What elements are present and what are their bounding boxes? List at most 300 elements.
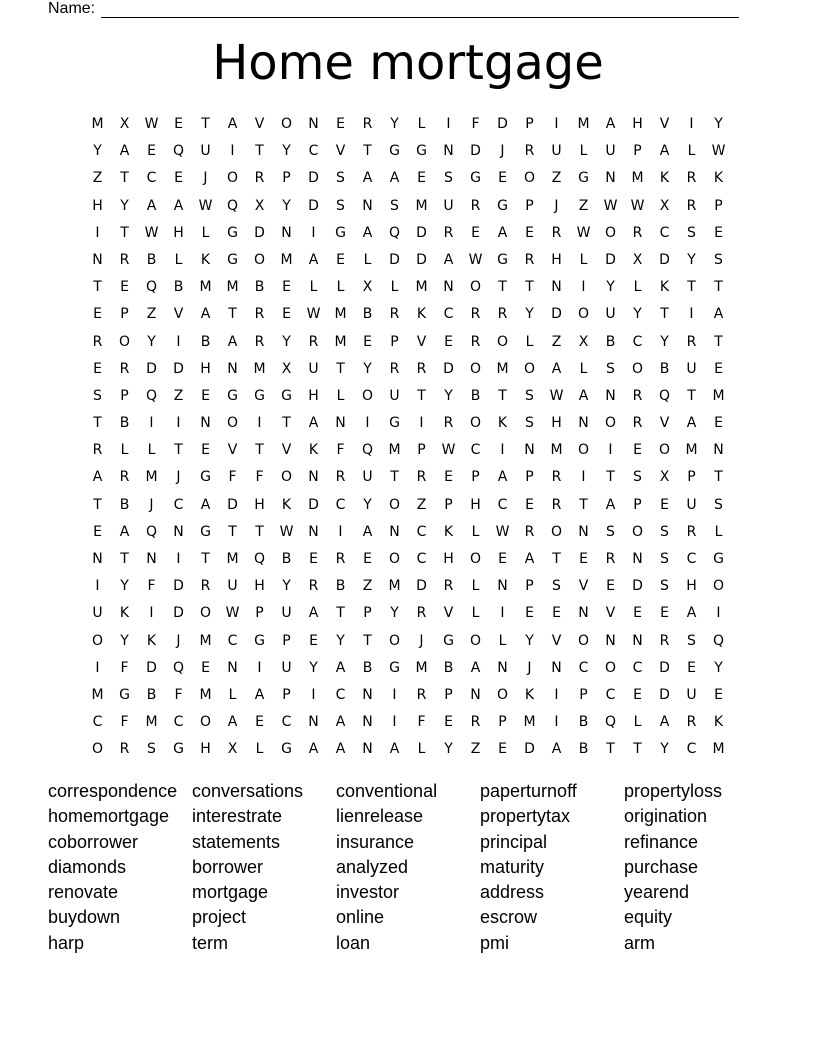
grid-letter: P [525,116,534,132]
grid-letter: D [308,197,319,214]
grid-letter: M [199,632,212,649]
grid-letter: I [689,116,694,132]
grid-letter: O [523,360,536,377]
grid-letter: T [93,415,102,432]
grid-letter: G [335,224,346,241]
grid-letter: E [120,279,129,296]
grid-letter: R [686,170,697,187]
grid-letter: O [91,741,104,758]
grid-letter: Y [363,496,372,513]
grid-letter: D [416,578,427,595]
grid-letter: M [199,279,212,296]
word-item: conventional [336,781,438,801]
grid-letter: C [497,496,508,513]
grid-letter: M [199,686,212,703]
grid-letter: A [200,306,211,323]
grid-letter: G [281,387,292,404]
word-item: arm [624,932,655,953]
grid-letter: Y [120,578,129,595]
grid-letter: D [308,496,319,513]
grid-letter: W [630,197,645,214]
grid-letter: Y [687,251,696,268]
grid-letter: N [605,632,616,649]
grid-letter: B [335,578,346,595]
grid-letter: A [524,551,535,567]
grid-letter: S [336,197,345,214]
grid-row [84,467,734,494]
grid-letter: H [551,251,562,268]
grid-letter: A [308,415,319,432]
grid-letter: N [200,415,211,432]
grid-letter: Y [714,116,723,132]
grid-letter: O [469,279,482,296]
grid-letter: T [606,741,615,758]
grid-letter: M [145,469,158,486]
word-item: borrower [192,856,264,877]
word-item: correspondence [48,781,178,801]
grid-letter: Z [173,387,184,404]
grid-letter: H [443,551,454,567]
grid-letter: M [577,116,590,132]
grid-letter: E [93,360,102,377]
grid-letter: Z [362,578,373,595]
grid-letter: A [578,387,589,404]
grid-letter: W [495,523,510,540]
grid-letter: P [714,197,723,214]
grid-letter: C [605,686,616,703]
grid-letter: P [525,197,534,214]
grid-letter: A [470,659,481,676]
grid-letter: T [228,306,237,323]
grid-letter: I [311,224,316,241]
grid-letter: A [227,116,238,132]
grid-letter: J [149,496,154,513]
grid-letter: J [176,632,181,649]
grid-letter: M [496,360,509,377]
grid-letter: I [176,551,181,567]
grid-letter: I [95,659,100,676]
grid-row [84,250,734,277]
grid-letter: C [308,143,319,160]
grid-letter: E [363,333,372,350]
grid-letter: N [308,116,319,132]
grid-letter: P [525,469,534,486]
grid-letter: W [441,442,456,459]
grid-letter: I [176,333,181,350]
word-column [480,779,624,956]
grid-letter: D [659,251,670,268]
grid-letter: R [686,523,697,540]
grid-letter: P [282,632,291,649]
grid-letter: H [470,496,481,513]
grid-letter: O [577,442,590,459]
grid-letter: P [120,387,129,404]
grid-letter: O [604,415,617,432]
grid-letter: E [687,659,696,676]
grid-letter: E [471,224,480,241]
grid-letter: E [498,170,507,187]
word-item: lienrelease [336,806,424,827]
grid-letter: T [498,387,507,404]
grid-letter: Q [145,523,158,540]
grid-letter: F [120,659,129,676]
grid-letter: H [200,741,211,758]
grid-letter: C [416,523,427,540]
grid-letter: E [363,551,372,567]
grid-letter: A [335,659,346,676]
grid-letter: A [659,143,670,160]
grid-letter: R [308,578,319,595]
grid-letter: O [604,659,617,676]
grid-letter: A [200,496,211,513]
grid-letter: F [417,714,426,731]
grid-letter: I [554,714,559,731]
grid-letter: U [686,496,697,513]
grid-letter: I [257,659,262,676]
grid-letter: P [687,469,696,486]
grid-letter: N [551,659,562,676]
grid-row [84,223,734,250]
grid-letter: J [554,197,559,214]
grid-letter: Y [606,279,615,296]
grid-letter: U [686,686,697,703]
grid-letter: F [471,116,480,132]
grid-letter: B [443,659,454,676]
grid-letter: P [120,306,129,323]
grid-letter: T [606,469,615,486]
word-item: escrow [480,907,538,928]
grid-row [84,603,734,630]
grid-letter: Y [444,741,453,758]
grid-letter: R [119,741,130,758]
grid-letter: T [120,224,129,241]
word-item: address [480,882,545,903]
word-item: propertytax [480,806,571,827]
grid-letter: T [336,360,345,377]
grid-letter: N [335,415,346,432]
grid-letter: F [255,469,264,486]
grid-letter: M [226,279,239,296]
grid-letter: F [228,469,237,486]
grid-letter: E [417,170,426,187]
grid-letter: N [308,523,319,540]
grid-letter: T [390,469,399,486]
grid-letter: S [687,224,696,241]
grid-letter: K [443,523,454,540]
grid-letter: A [362,170,373,187]
grid-letter: N [578,605,589,622]
grid-letter: D [470,143,481,160]
grid-letter: T [579,496,588,513]
grid-letter: A [605,496,616,513]
grid-letter: E [633,605,642,622]
grid-letter: B [119,415,130,432]
word-column [48,779,192,956]
grid-letter: P [471,469,480,486]
grid-letter: R [470,333,481,350]
word-item: propertyloss [624,781,723,801]
grid-row [84,168,734,195]
grid-letter: D [227,496,238,513]
grid-letter: N [497,659,508,676]
grid-letter: P [498,714,507,731]
grid-letter: L [579,360,588,377]
grid-letter: B [605,333,616,350]
grid-letter: X [632,251,643,268]
grid-letter: I [149,605,154,622]
grid-letter: Z [146,306,157,323]
grid-letter: I [716,605,721,622]
grid-letter: E [714,360,723,377]
grid-letter: K [659,170,670,187]
word-item: principal [480,831,548,852]
grid-letter: N [173,523,184,540]
grid-letter: D [605,251,616,268]
grid-letter: E [579,551,588,567]
grid-letter: D [146,659,157,676]
grid-row [84,413,734,440]
grid-letter: C [92,714,103,731]
grid-letter: G [254,632,265,649]
grid-letter: R [416,686,427,703]
grid-letter: B [281,551,292,567]
grid-letter: K [713,714,724,731]
grid-row [84,440,734,467]
grid-letter: O [280,116,293,132]
grid-letter: Z [92,170,103,187]
grid-letter: Y [120,632,129,649]
grid-letter: I [554,686,559,703]
grid-letter: X [362,279,373,296]
grid-letter: M [91,686,104,703]
grid-letter: R [335,551,346,567]
grid-letter: X [281,360,292,377]
grid-letter: F [120,714,129,731]
grid-letter: R [470,306,481,323]
grid-letter: P [417,442,426,459]
grid-letter: I [581,469,586,486]
grid-letter: S [606,523,615,540]
word-item: purchase [624,856,699,877]
word-column [336,779,480,956]
grid-letter: L [633,279,642,296]
grid-letter: A [173,197,184,214]
grid-row [84,739,734,766]
grid-letter: E [525,605,534,622]
grid-letter: C [173,714,184,731]
grid-letter: L [336,387,345,404]
grid-letter: J [500,143,505,160]
grid-letter: T [687,279,696,296]
grid-letter: I [95,578,100,595]
grid-letter: Y [444,387,453,404]
grid-letter: E [93,523,102,540]
word-item: online [336,907,385,928]
grid-letter: N [578,523,589,540]
grid-letter: Z [578,197,589,214]
grid-row [84,114,734,141]
grid-letter: M [712,387,725,404]
grid-letter: O [550,523,563,540]
grid-letter: S [552,578,561,595]
word-item: maturity [480,856,545,877]
grid-letter: D [524,741,535,758]
grid-letter: S [606,360,615,377]
grid-letter: H [308,387,319,404]
grid-letter: E [255,714,264,731]
grid-letter: K [308,442,319,459]
grid-letter: C [470,442,481,459]
grid-letter: D [416,251,427,268]
grid-letter: O [577,306,590,323]
grid-letter: E [498,551,507,567]
grid-letter: Y [525,632,534,649]
grid-row [84,141,734,168]
grid-letter: R [632,224,643,241]
grid-letter: H [173,224,184,241]
grid-letter: M [415,197,428,214]
grid-letter: L [201,224,210,241]
grid-letter: R [470,197,481,214]
grid-letter: A [119,523,130,540]
grid-letter: L [579,143,588,160]
grid-letter: M [91,116,104,132]
grid-letter: A [335,714,346,731]
grid-row [84,522,734,549]
grid-letter: V [605,605,616,622]
grid-letter: E [714,686,723,703]
grid-letter: R [254,333,265,350]
grid-letter: A [551,741,562,758]
grid-row [84,631,734,658]
grid-letter: Z [416,496,427,513]
grid-letter: U [281,605,292,622]
grid-letter: T [525,279,534,296]
grid-letter: L [174,251,183,268]
grid-letter: S [444,170,453,187]
grid-letter: K [146,632,157,649]
grid-letter: V [227,442,238,459]
grid-letter: I [230,143,235,160]
grid-letter: E [336,116,345,132]
grid-letter: Z [551,333,562,350]
grid-letter: O [658,442,671,459]
grid-row [84,712,734,739]
grid-letter: G [227,387,238,404]
grid-letter: K [524,686,535,703]
word-item: refinance [624,831,699,852]
word-item: mortgage [192,882,269,903]
grid-letter: M [550,442,563,459]
grid-letter: I [554,116,559,132]
grid-letter: H [92,197,103,214]
grid-letter: R [551,469,562,486]
grid-letter: G [389,415,400,432]
grid-letter: E [660,605,669,622]
grid-letter: F [147,578,156,595]
grid-letter: M [523,714,536,731]
grid-letter: O [469,360,482,377]
grid-letter: U [200,143,211,160]
grid-letter: H [200,360,211,377]
grid-letter: A [497,469,508,486]
grid-letter: G [389,143,400,160]
grid-letter: Q [388,224,401,241]
grid-letter: C [659,224,670,241]
grid-letter: R [362,116,373,132]
grid-letter: L [255,741,264,758]
grid-letter: T [93,496,102,513]
grid-letter: R [92,442,103,459]
grid-letter: O [118,333,131,350]
grid-letter: S [633,469,642,486]
grid-letter: W [144,224,159,241]
grid-letter: C [335,686,346,703]
grid-letter: E [444,469,453,486]
grid-letter: H [686,578,697,595]
grid-letter: I [392,686,397,703]
grid-letter: R [497,306,508,323]
grid-letter: M [226,551,239,567]
grid-letter: O [199,605,212,622]
grid-letter: O [226,170,239,187]
grid-letter: I [500,442,505,459]
grid-letter: N [281,224,292,241]
grid-letter: U [605,306,616,323]
grid-letter: N [146,551,157,567]
grid-letter: G [281,741,292,758]
grid-letter: G [416,143,427,160]
grid-letter: C [281,714,292,731]
grid-letter: U [281,659,292,676]
grid-letter: E [444,714,453,731]
grid-letter: K [281,496,292,513]
word-list [48,779,768,956]
grid-letter: S [687,632,696,649]
grid-letter: K [200,251,211,268]
grid-letter: U [362,469,373,486]
grid-letter: T [417,387,426,404]
grid-letter: G [470,170,481,187]
grid-letter: P [444,496,453,513]
grid-letter: T [633,741,642,758]
grid-letter: T [201,116,210,132]
grid-letter: B [200,333,211,350]
grid-letter: T [552,551,561,567]
grid-letter: A [254,686,265,703]
word-item: harp [48,932,85,953]
grid-letter: I [608,442,613,459]
name-field [48,0,739,18]
grid-letter: N [551,279,562,296]
grid-letter: R [443,224,454,241]
grid-letter: P [255,605,264,622]
grid-letter: U [92,605,103,622]
grid-letter: N [578,415,589,432]
grid-letter: K [119,605,130,622]
grid-letter: W [468,251,483,268]
grid-letter: S [660,523,669,540]
grid-letter: B [119,496,130,513]
grid-letter: B [254,279,265,296]
grid-letter: V [578,578,589,595]
grid-letter: Y [282,578,291,595]
grid-letter: S [525,387,534,404]
grid-letter: A [659,714,670,731]
grid-letter: B [578,714,589,731]
grid-letter: C [632,333,643,350]
grid-letter: L [471,523,480,540]
